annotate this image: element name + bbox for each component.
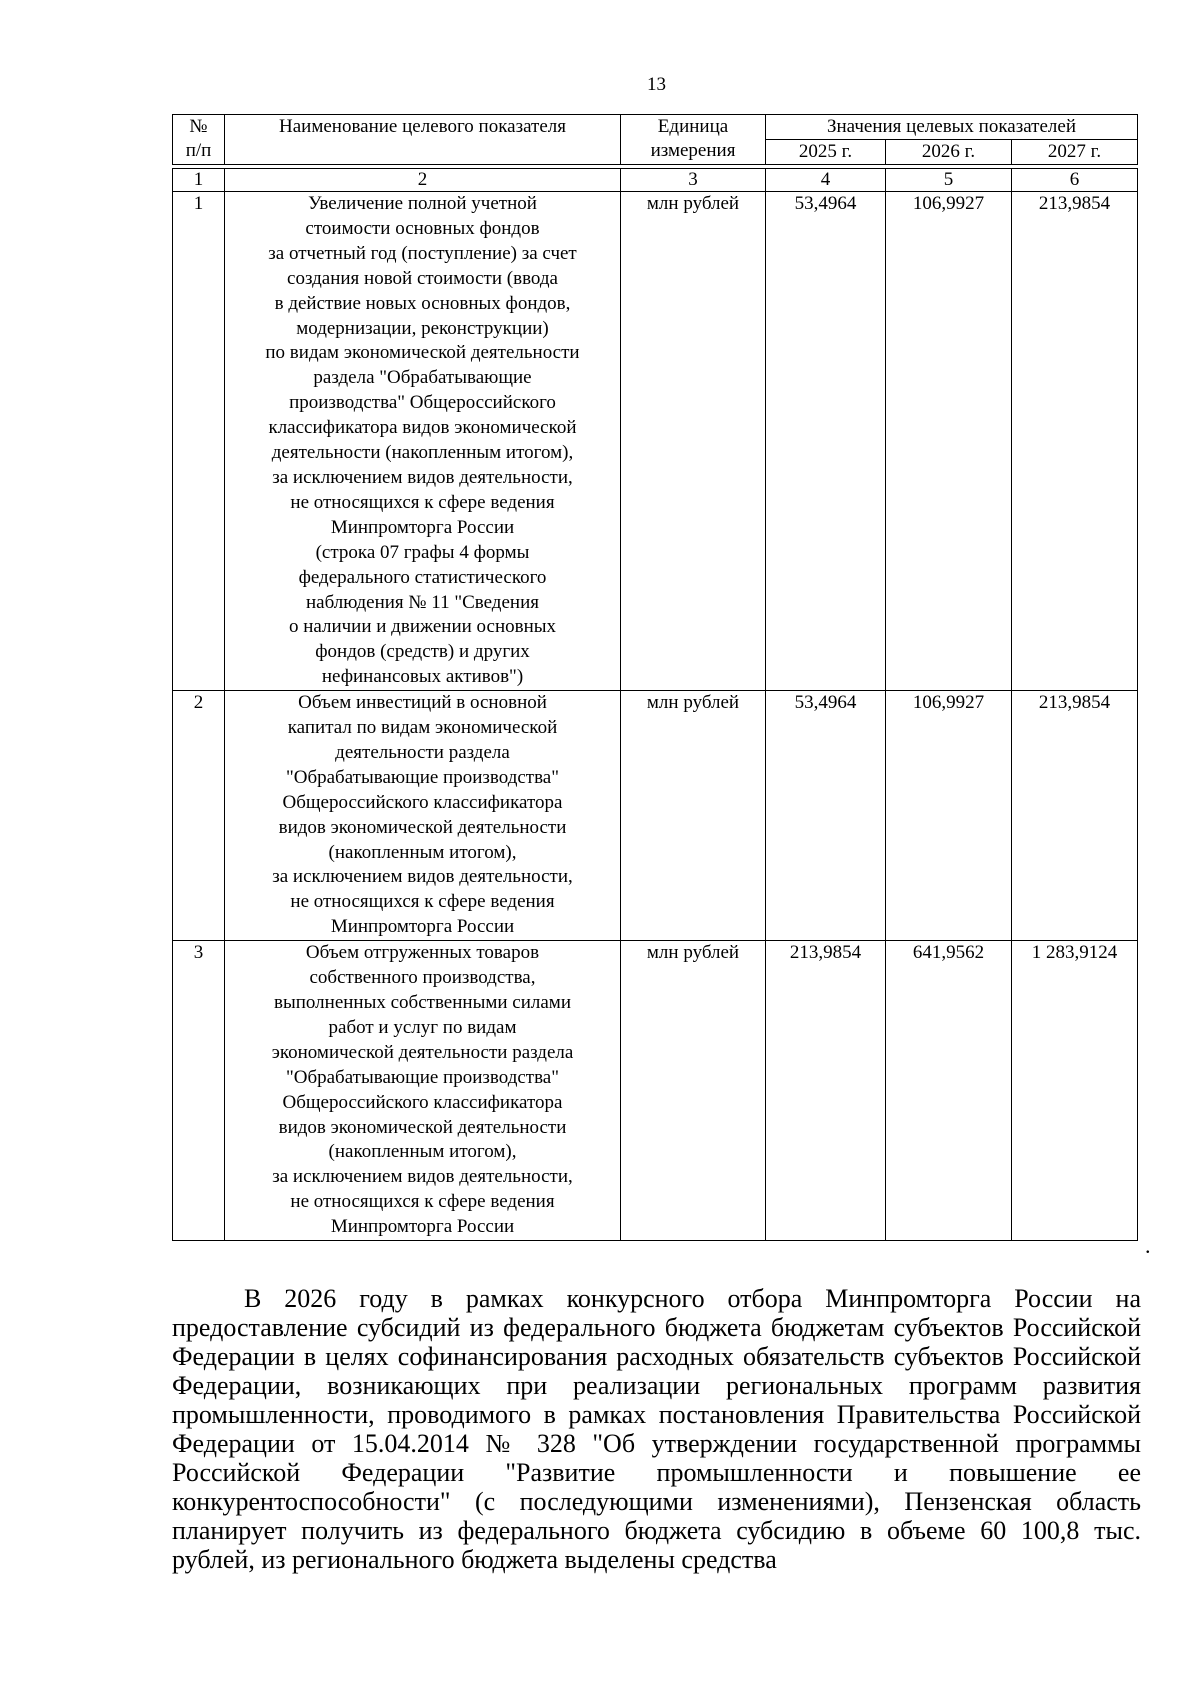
row-value-2027: 1 283,9124 xyxy=(1012,941,1138,1241)
table-row xyxy=(173,941,1138,1241)
row-unit: млн рублей xyxy=(621,941,766,1241)
row-indicator-name: Объем отгруженных товаров собственного производства, выполненных собственными силами работ и услуг по видам экономической деятельности раздела "Обрабатывающие производства" Общероссийского классификатора видов экономической деятельности (накопленным итогом), за исключением видов деятельности, не относящихся к сфере ведения Минпромторга России xyxy=(225,941,621,1241)
table-row xyxy=(173,192,1138,691)
column-number: 3 xyxy=(621,169,766,192)
column-numbers-row xyxy=(173,169,1138,192)
column-number: 1 xyxy=(173,169,225,192)
row-value-2027: 213,9854 xyxy=(1012,691,1138,941)
column-number: 4 xyxy=(766,169,886,192)
row-num: 1 xyxy=(173,192,225,691)
row-num: 3 xyxy=(173,941,225,1241)
table-header-row-1 xyxy=(173,115,1138,140)
column-number: 2 xyxy=(225,169,621,192)
column-number: 6 xyxy=(1012,169,1138,192)
header-year-2025: 2025 г. xyxy=(766,140,886,165)
row-indicator-name: Увеличение полной учетной стоимости основных фондов за отчетный год (поступление) за счет создания новой стоимости (ввода в действие новых основных фондов, модернизации, реконструкции) по видам экономической деятельности раздела "Обрабатывающие производства" Общероссийского классификатора видов экономической деятельности (накопленным итогом), за исключением видов деятельности, не относящихся к сфере ведения Минпромторга России (строка 07 графы 4 формы федерального статистического наблюдения № 11 "Сведения о наличии и движении основных фондов (средств) и других нефинансовых активов") xyxy=(225,192,621,691)
header-num: № п/п xyxy=(173,115,225,165)
row-value-2026: 106,9927 xyxy=(886,192,1012,691)
page-number: 13 xyxy=(647,74,666,95)
target-indicators-table xyxy=(172,114,1138,1241)
row-value-2026: 641,9562 xyxy=(886,941,1012,1241)
header-values-group: Значения целевых показателей xyxy=(766,115,1138,140)
row-value-2025: 53,4964 xyxy=(766,691,886,941)
header-name: Наименование целевого показателя xyxy=(225,115,621,165)
table-end-mark: . xyxy=(1145,1233,1151,1258)
row-value-2025: 53,4964 xyxy=(766,192,886,691)
table-row xyxy=(173,691,1138,941)
row-indicator-name: Объем инвестиций в основной капитал по видам экономической деятельности раздела "Обрабатывающие производства" Общероссийского классификатора видов экономической деятельности (накопленным итогом), за исключением видов деятельности, не относящихся к сфере ведения Минпромторга России xyxy=(225,691,621,941)
header-year-2026: 2026 г. xyxy=(886,140,1012,165)
row-unit: млн рублей xyxy=(621,691,766,941)
row-num: 2 xyxy=(173,691,225,941)
header-unit: Единица измерения xyxy=(621,115,766,165)
header-year-2027: 2027 г. xyxy=(1012,140,1138,165)
row-unit: млн рублей xyxy=(621,192,766,691)
column-number: 5 xyxy=(886,169,1012,192)
row-value-2026: 106,9927 xyxy=(886,691,1012,941)
row-value-2027: 213,9854 xyxy=(1012,192,1138,691)
row-value-2025: 213,9854 xyxy=(766,941,886,1241)
body-paragraph: В 2026 году в рамках конкурсного отбора Минпромторга России на предоставление субсидий из федерального бюджета бюджетам субъектов Российской Федерации в целях софинансирования расходных обязательств субъектов Российской Федерации, возникающих при реализации региональных программ развития промышленности, проводимого в рамках постановления Правительства Российской Федерации от 15.04.2014 № 328 "Об утверждении государственной программы Российской Федерации "Развитие промышленности и повышение ее конкурентоспособности" (с последующими изменениями), Пензенская область планирует получить из федерального бюджета субсидию в объеме 60 100,8 тыс. рублей, из регионального бюджета выделены средства xyxy=(172,1284,1141,1574)
